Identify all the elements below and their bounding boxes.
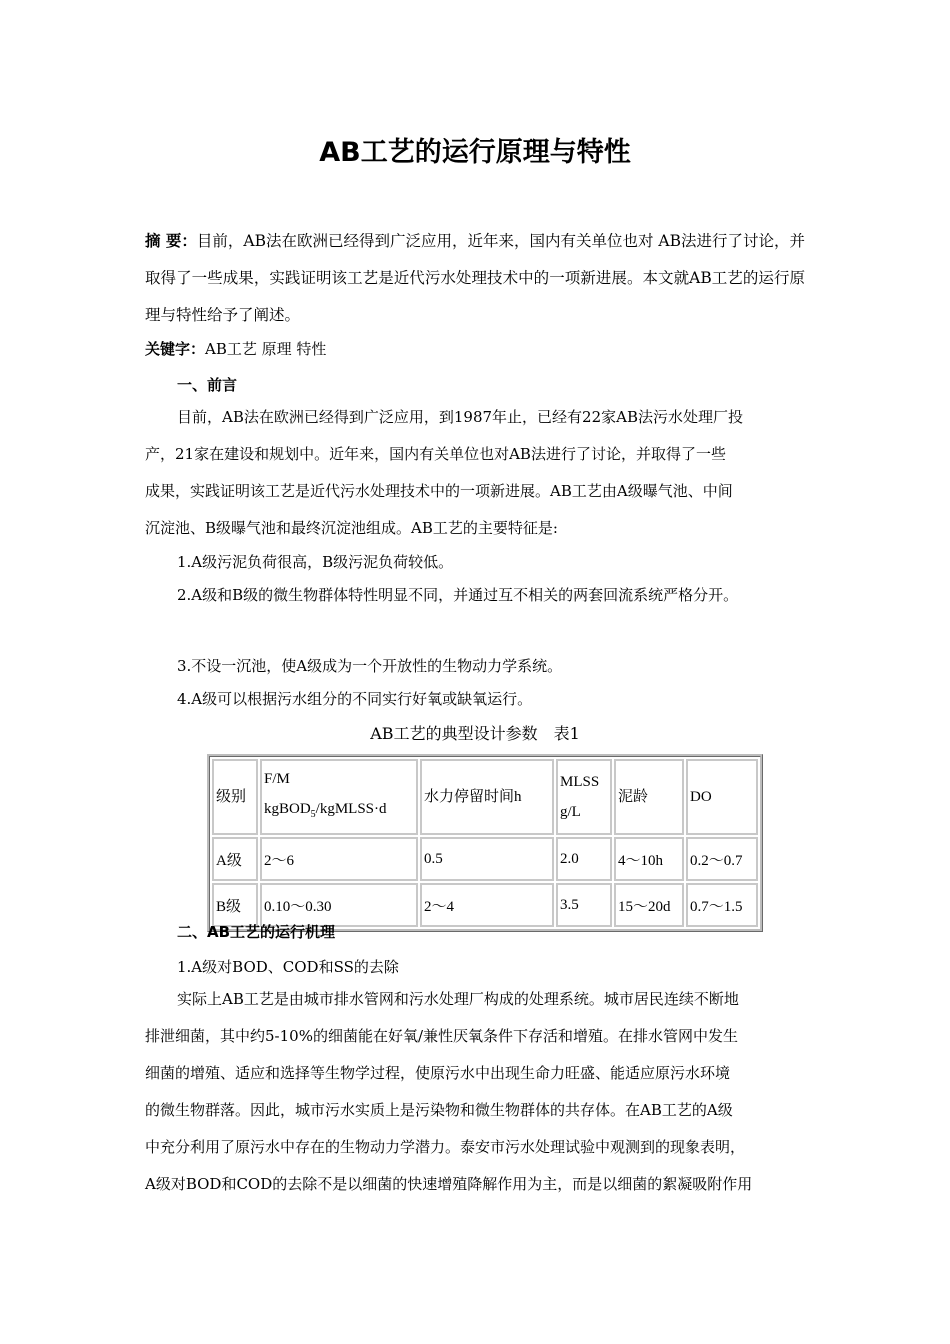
keywords-text: AB工艺 原理 特性 xyxy=(205,340,327,358)
section2-heading: 二、AB工艺的运行机理 xyxy=(177,923,336,941)
header-fm-line2 xyxy=(264,794,414,830)
cell-mlss: 2.0 xyxy=(556,837,612,881)
cell-hrt: 0.5 xyxy=(420,837,554,881)
header-fm-unit-a: kgBOD xyxy=(264,801,311,817)
section2-para-line: 排泄细菌，其中约5-10%的细菌能在好氧/兼性厌氧条件下存活和增殖。在排水管网中发生 xyxy=(145,1027,739,1045)
section2-para-line: 实际上AB工艺是由城市排水管网和污水处理厂构成的处理系统。城市居民连续不断地 xyxy=(177,990,739,1008)
cell-sludge-age: 4～10h xyxy=(614,837,684,881)
document-title: AB工艺的运行原理与特性 xyxy=(319,137,631,168)
header-fm-line1: F/M xyxy=(264,771,290,787)
header-mlss xyxy=(556,759,612,835)
header-sludge-age: 泥龄 xyxy=(614,759,684,835)
section2-para-line: 中充分利用了原污水中存在的生物动力学潜力。泰安市污水处理试验中观测到的现象表明， xyxy=(145,1138,746,1156)
header-level: 级别 xyxy=(212,759,258,835)
header-fm-unit-b: /kgMLSS·d xyxy=(315,801,387,817)
cell-level: A级 xyxy=(212,837,258,881)
feature-item-4: 4.A级可以根据污水组分的不同实行好氧或缺氧运行。 xyxy=(177,690,533,708)
section1-para-line: 产，21家在建设和规划中。近年来，国内有关单位也对AB法进行了讨论，并取得了一些 xyxy=(145,445,726,463)
design-parameters-table xyxy=(207,754,763,932)
feature-item-1: 1.A级污泥负荷很高，B级污泥负荷较低。 xyxy=(177,553,454,571)
feature-item-2: 2.A级和B级的微生物群体特性明显不同，并通过互不相关的两套回流系统严格分开。 xyxy=(177,586,739,604)
cell-mlss: 3.5 xyxy=(556,883,612,927)
section2-para-line: 细菌的增殖、适应和选择等生物学过程，使原污水中出现生命力旺盛、能适应原污水环境 xyxy=(145,1064,731,1082)
table-caption: AB工艺的典型设计参数 表1 xyxy=(370,724,580,743)
abstract-label: 摘 要： xyxy=(145,232,197,250)
table-row xyxy=(212,837,758,881)
header-hrt: 水力停留时间h xyxy=(420,759,554,835)
feature-item-3: 3.不设一沉池，使A级成为一个开放性的生物动力学系统。 xyxy=(177,657,563,675)
cell-do: 0.7～1.5 xyxy=(686,883,758,927)
table-header-row xyxy=(212,759,758,835)
header-fm-subscript: 5 xyxy=(310,809,316,820)
cell-hrt: 2～4 xyxy=(420,883,554,927)
abstract-paragraph xyxy=(145,223,805,334)
cell-do: 0.2～0.7 xyxy=(686,837,758,881)
cell-fm: 2～6 xyxy=(260,837,418,881)
cell-sludge-age: 15～20d xyxy=(614,883,684,927)
section2-para-line: 的微生物群落。因此，城市污水实质上是污染物和微生物群体的共存体。在AB工艺的A级 xyxy=(145,1101,733,1119)
header-do: DO xyxy=(686,759,758,835)
section2-para-line: A级对BOD和COD的去除不是以细菌的快速增殖降解作用为主，而是以细菌的絮凝吸附作用 xyxy=(145,1175,753,1193)
section1-para-line: 沉淀池、B级曝气池和最终沉淀池组成。AB工艺的主要特征是: xyxy=(145,519,558,537)
abstract-text: 目前，AB法在欧洲已经得到广泛应用，近年来，国内有关单位也对 AB法进行了讨论，并取得了一些成果，实践证明该工艺是近代污水处理技术中的一项新进展。本文就AB工艺的运行原理与特性给予了阐述。 xyxy=(145,232,806,324)
keywords-label: 关键字： xyxy=(145,340,206,358)
section1-para-line: 成果，实践证明该工艺是近代污水处理技术中的一项新进展。AB工艺由A级曝气池、中间 xyxy=(145,482,733,500)
section1-heading: 一、前言 xyxy=(177,376,238,394)
section2-subheading: 1.A级对BOD、COD和SS的去除 xyxy=(177,958,399,976)
header-mlss-line1: MLSS xyxy=(560,774,600,790)
cell-level: B级 xyxy=(212,883,258,927)
header-fm xyxy=(260,759,418,835)
header-mlss-line2: g/L xyxy=(560,804,581,820)
section1-para-line: 目前，AB法在欧洲已经得到广泛应用，到1987年止，已经有22家AB法污水处理厂投 xyxy=(177,408,743,426)
cell-fm: 0.10～0.30 xyxy=(260,883,418,927)
keywords-line xyxy=(145,338,807,359)
